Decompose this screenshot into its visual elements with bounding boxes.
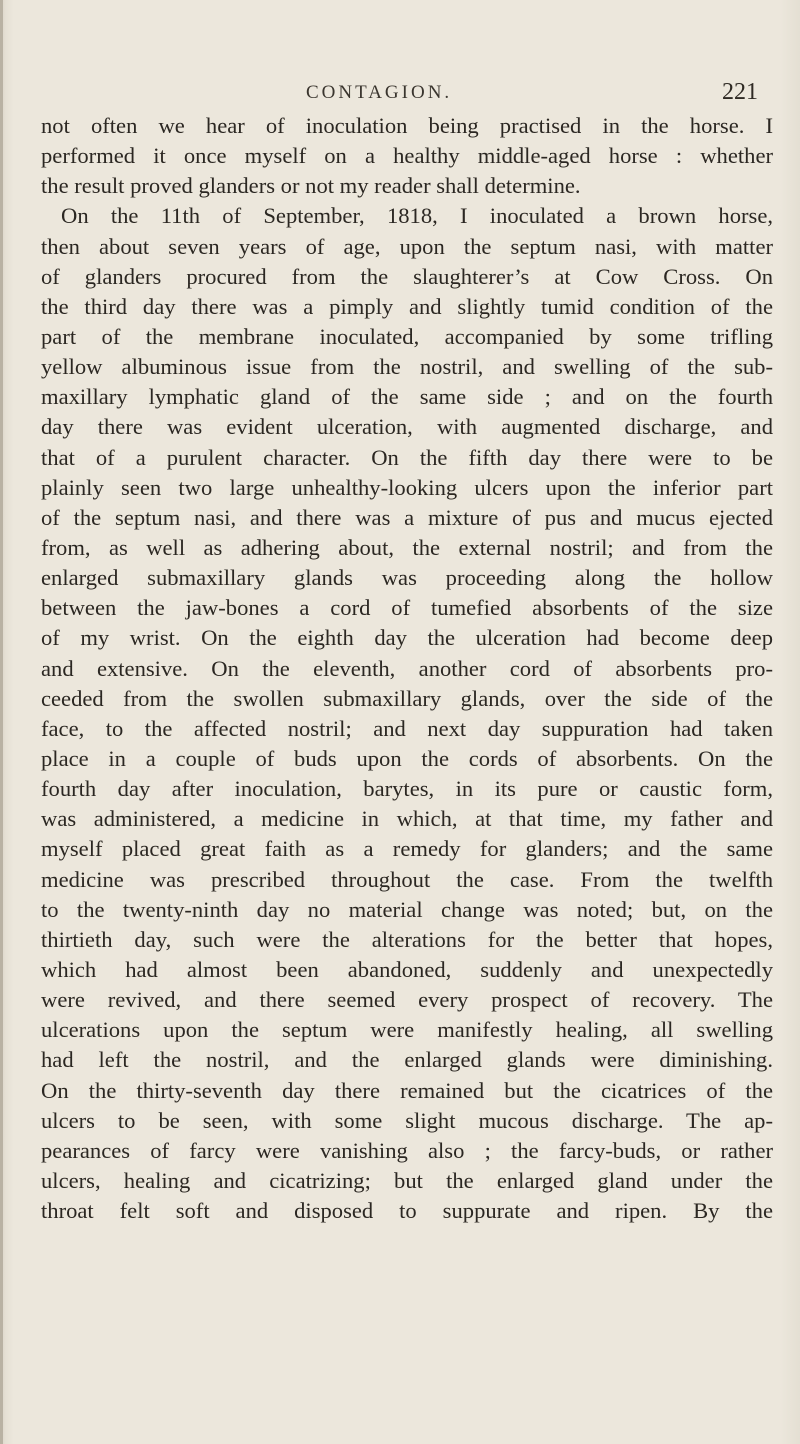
- text-line: On the thirty-seventh day there remained but the cicatrices of the: [41, 1077, 773, 1103]
- body-text: [41, 111, 773, 1226]
- text-line: fourth day after inoculation, barytes, in its pure or caustic form,: [41, 776, 773, 802]
- binding-edge: [0, 0, 3, 1444]
- text-line: that of a purulent character. On the fifth day there were to be: [41, 444, 773, 470]
- text-line: throat felt soft and disposed to suppurate and ripen. By the: [41, 1198, 773, 1224]
- text-line: of my wrist. On the eighth day the ulceration had become deep: [41, 625, 773, 651]
- text-line: had left the nostril, and the enlarged glands were diminishing.: [41, 1047, 773, 1073]
- page-number: 221: [722, 79, 758, 105]
- text-line: of glanders procured from the slaughterer’s at Cow Cross. On: [41, 263, 773, 289]
- text-line: and extensive. On the eleventh, another cord of absorbents pro-: [41, 655, 773, 681]
- text-line: not often we hear of inoculation being practised in the horse. I: [41, 113, 773, 138]
- text-line: performed it once myself on a healthy middle-aged horse : whether: [41, 143, 773, 169]
- text-line: thirtieth day, such were the alterations for the better that hopes,: [41, 926, 773, 952]
- text-line: ulcers, healing and cicatrizing; but the enlarged gland under the: [41, 1167, 773, 1193]
- text-line: day there was evident ulceration, with augmented discharge, and: [41, 414, 773, 440]
- text-line: ulcerations upon the septum were manifestly healing, all swelling: [41, 1017, 773, 1043]
- text-line: enlarged submaxillary glands was proceeding along the hollow: [41, 565, 773, 591]
- text-line: medicine was prescribed throughout the case. From the twelfth: [41, 866, 773, 892]
- text-line: then about seven years of age, upon the septum nasi, with matter: [41, 233, 773, 259]
- text-line: which had almost been abandoned, suddenly and unexpectedly: [41, 956, 773, 982]
- text-line: place in a couple of buds upon the cords of absorbents. On the: [41, 745, 773, 771]
- text-line: On the 11th of September, 1818, I inoculated a brown horse,: [61, 203, 773, 229]
- text-line: face, to the affected nostril; and next day suppuration had taken: [41, 715, 773, 741]
- text-line: were revived, and there seemed every prospect of recovery. The: [41, 987, 773, 1013]
- text-line: ceeded from the swollen submaxillary glands, over the side of the: [41, 685, 773, 711]
- text-line: was administered, a medicine in which, at that time, my father and: [41, 806, 773, 832]
- text-line: the result proved glanders or not my reader shall determine.: [41, 173, 581, 199]
- text-line: from, as well as adhering about, the external nostril; and from the: [41, 534, 773, 560]
- text-line: ulcers to be seen, with some slight mucous discharge. The ap-: [41, 1107, 773, 1133]
- running-head: [0, 79, 800, 112]
- text-line: plainly seen two large unhealthy-looking ulcers upon the inferior part: [41, 474, 773, 500]
- text-line: pearances of farcy were vanishing also ; the farcy-buds, or rather: [41, 1137, 773, 1163]
- text-line: myself placed great faith as a remedy for glanders; and the same: [41, 836, 773, 862]
- text-line: between the jaw-bones a cord of tumefied absorbents of the size: [41, 595, 773, 621]
- text-line: the third day there was a pimply and slightly tumid condition of the: [41, 293, 773, 319]
- running-title: CONTAGION.: [306, 82, 453, 103]
- text-line: maxillary lymphatic gland of the same side ; and on the fourth: [41, 384, 773, 410]
- text-line: of the septum nasi, and there was a mixture of pus and mucus ejected: [41, 504, 773, 530]
- text-line: part of the membrane inoculated, accompanied by some trifling: [41, 323, 773, 349]
- text-line: to the twenty-ninth day no material change was noted; but, on the: [41, 896, 773, 922]
- text-line: yellow albuminous issue from the nostril, and swelling of the sub-: [41, 354, 773, 380]
